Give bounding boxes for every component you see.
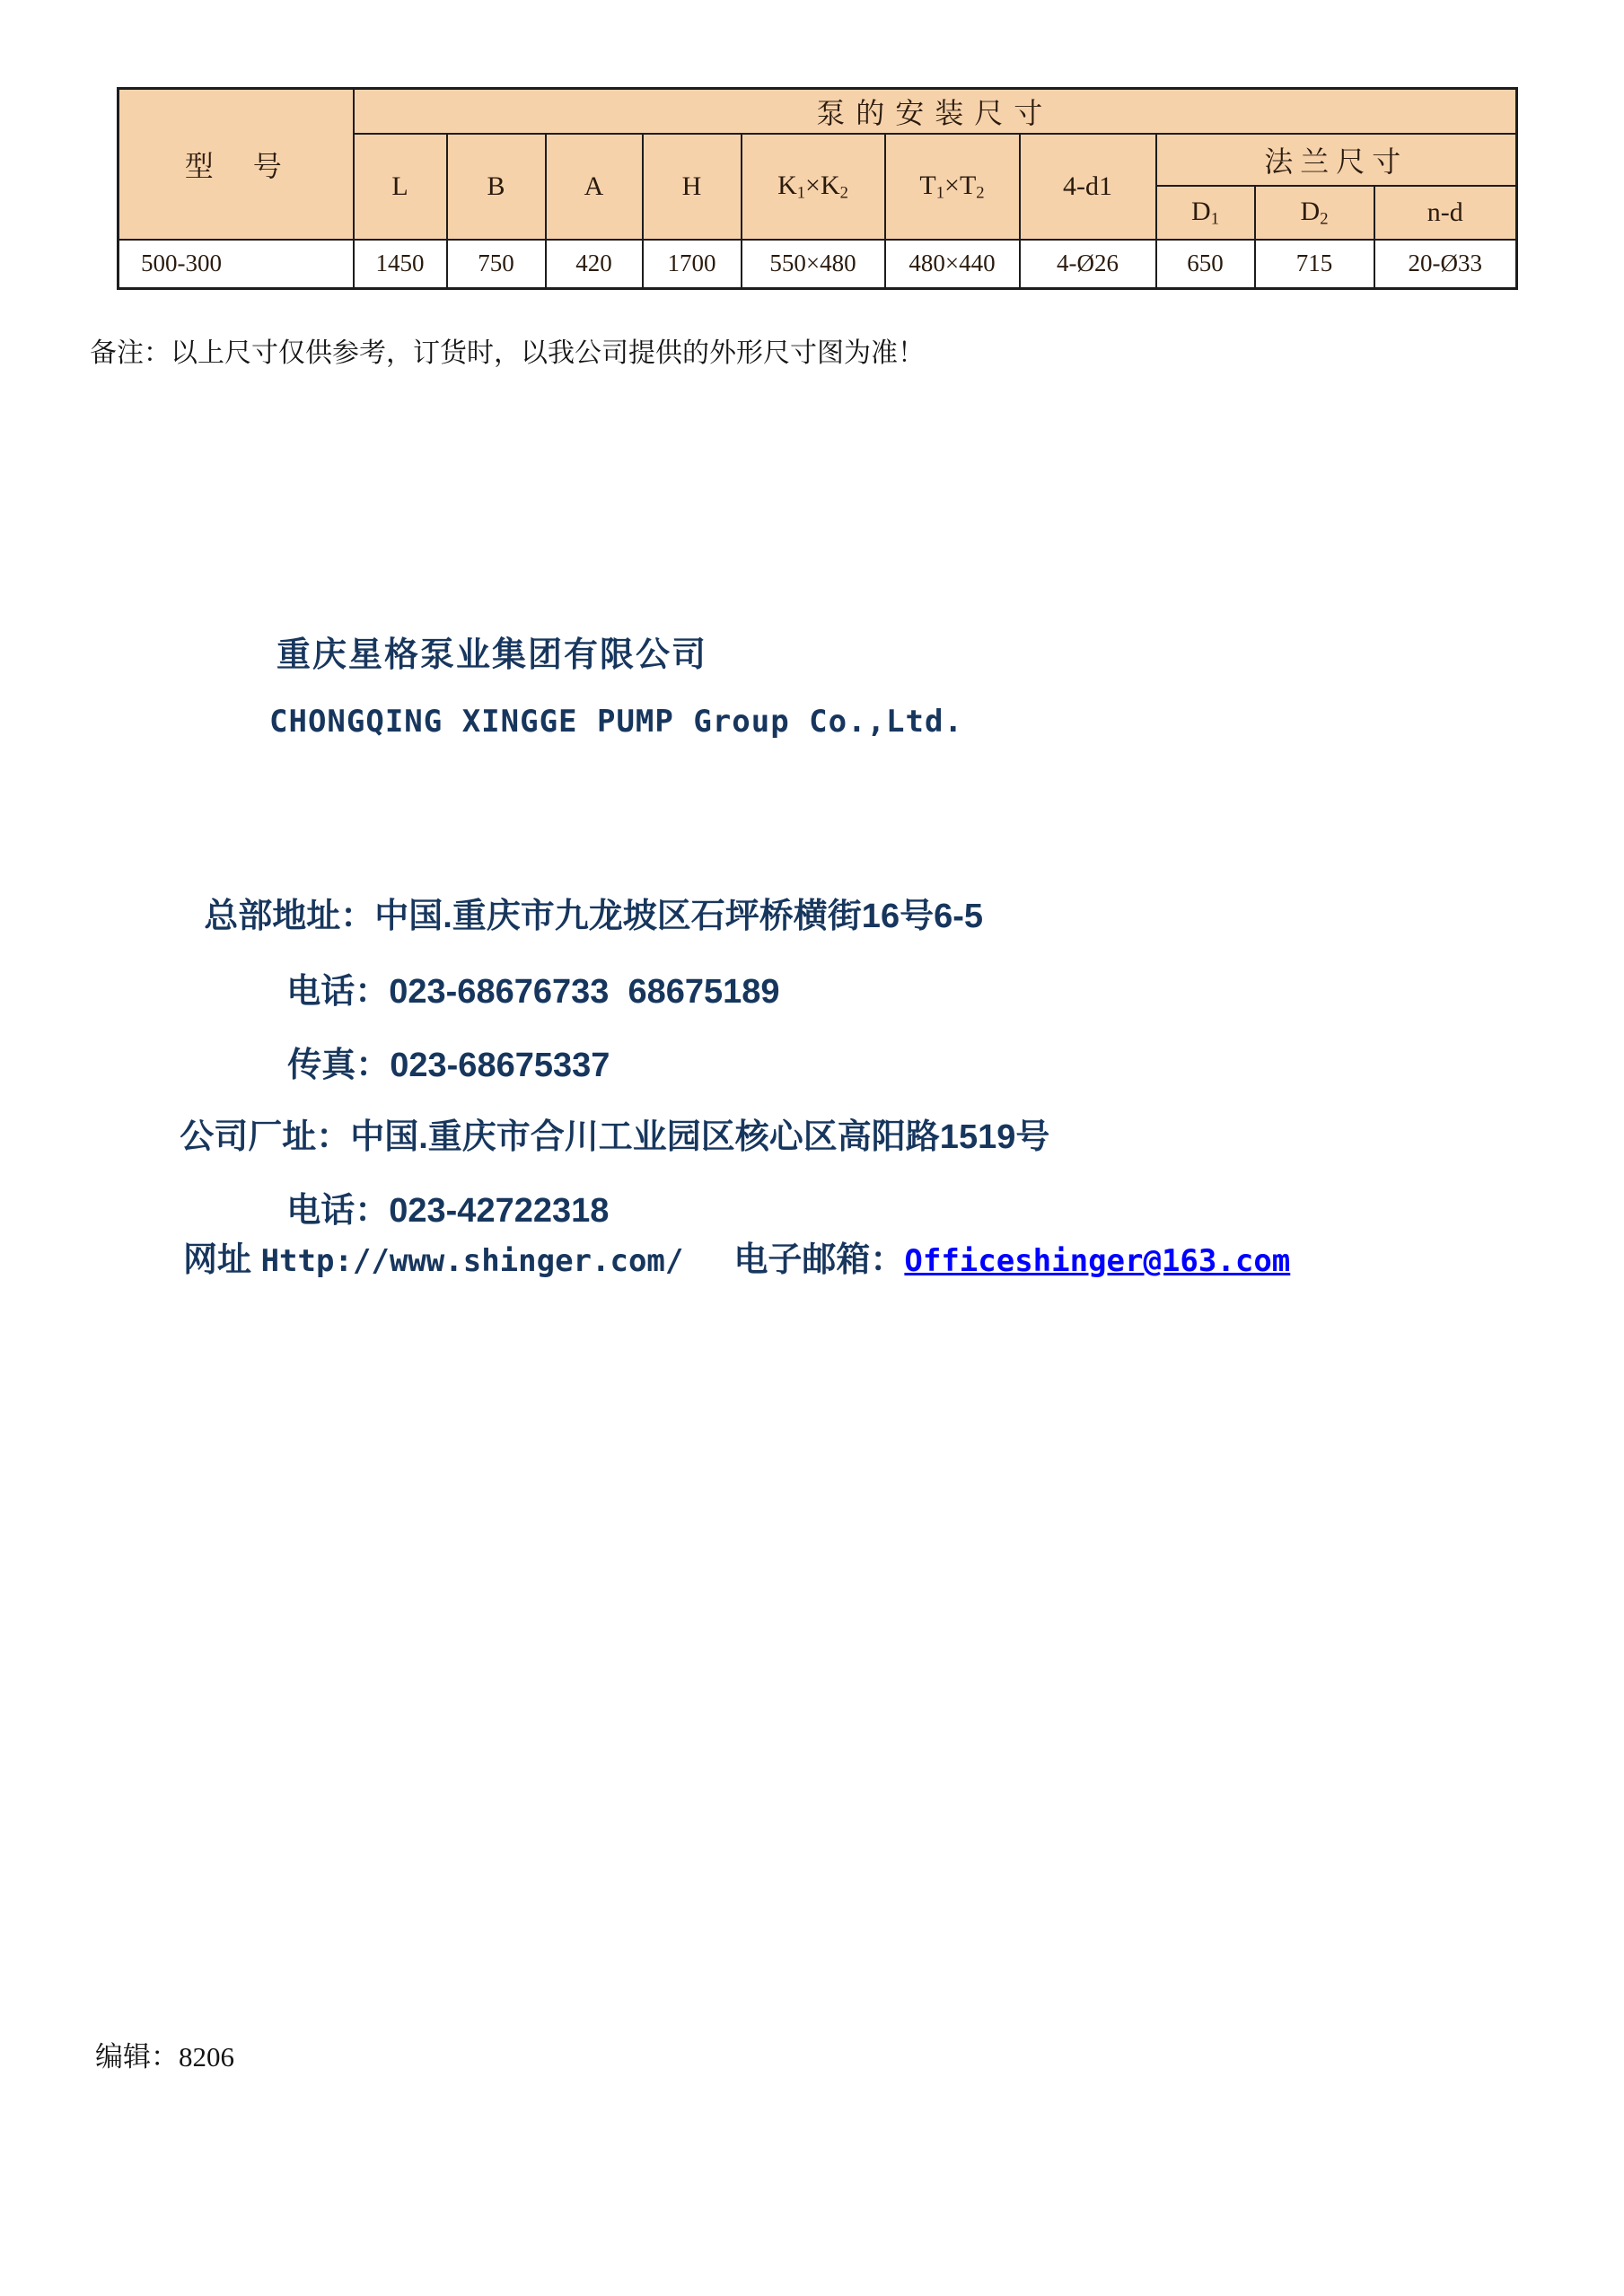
- fax-value: 023-68675337: [390, 1047, 610, 1084]
- d2-base: D: [1300, 196, 1321, 226]
- cell-t1xt2: 480×440: [885, 240, 1020, 288]
- k1-subscript: 1: [796, 183, 806, 203]
- cell-model: 500-300: [119, 240, 354, 288]
- pump-dimensions-table: [117, 87, 1518, 290]
- model-column-header: 型 号: [119, 89, 354, 241]
- web-email-line: [169, 1215, 1290, 1297]
- cell-l: 1450: [354, 240, 447, 288]
- remark-note: 备注：以上尺寸仅供参考，订货时，以我公司提供的外形尺寸图为准！: [90, 338, 925, 368]
- d1-subscript: 1: [1210, 209, 1219, 229]
- cell-b: 750: [447, 240, 546, 288]
- cell-4-d1: 4-Ø26: [1020, 240, 1156, 288]
- col-header-d1: [1156, 186, 1255, 240]
- cell-a: 420: [546, 240, 643, 288]
- factory-address-value: 中国.重庆市合川工业园区核心区高阳路1519号: [350, 1118, 1050, 1156]
- cell-d1: 650: [1156, 240, 1255, 288]
- col-header-a: A: [546, 134, 643, 240]
- email-label: 电子邮箱：: [733, 1241, 905, 1279]
- cell-h: 1700: [643, 240, 742, 288]
- col-header-h: H: [643, 134, 742, 240]
- hq-address-value: 中国.重庆市九龙坡区石坪桥横街16号6-5: [374, 898, 983, 935]
- col-header-n-d: n-d: [1374, 186, 1517, 240]
- col-header-4-d1: 4-d1: [1020, 134, 1156, 240]
- cell-n-d: 20-Ø33: [1374, 240, 1517, 288]
- website-url: Http://www.shinger.com/: [260, 1243, 684, 1279]
- factory-phone-label: 电话：: [286, 1192, 390, 1230]
- multiply-sign: ×: [805, 170, 821, 200]
- k2-base: K: [820, 170, 840, 200]
- fax-label: 传真：: [287, 1047, 391, 1084]
- cell-d2: 715: [1255, 240, 1374, 288]
- col-header-b: B: [447, 134, 546, 240]
- cell-k1xk2: 550×480: [742, 240, 885, 288]
- factory-phone-value: 023-42722318: [389, 1192, 610, 1230]
- k2-subscript: 2: [839, 183, 848, 203]
- col-header-d2: [1255, 186, 1374, 240]
- table-row: [119, 240, 1517, 288]
- hq-address-label: 总部地址：: [204, 898, 375, 935]
- company-name-cn: 重庆星格泵业集团有限公司: [277, 636, 708, 674]
- email-link[interactable]: Officeshinger@163.com: [904, 1243, 1291, 1279]
- multiply-sign: ×: [944, 170, 960, 200]
- website-label: 网址: [183, 1241, 261, 1279]
- col-header-t1xt2: [885, 134, 1020, 240]
- editor-number: 编辑：8206: [95, 2041, 234, 2073]
- col-header-k1xk2: [742, 134, 885, 240]
- hq-phone-label: 电话：: [286, 973, 390, 1011]
- t1-base: T: [919, 170, 936, 200]
- col-header-l: L: [354, 134, 447, 240]
- factory-address-label: 公司厂址：: [180, 1118, 351, 1156]
- k1-base: K: [777, 170, 797, 200]
- company-name-en: CHONGQING XINGGE PUMP Group Co.,Ltd.: [269, 704, 963, 740]
- d1-base: D: [1191, 196, 1211, 226]
- t1-subscript: 1: [935, 183, 945, 203]
- table-title-install-dims: 泵的安装尺寸: [354, 89, 1517, 135]
- flange-dims-header: 法兰尺寸: [1156, 134, 1517, 186]
- t2-base: T: [959, 170, 977, 200]
- t2-subscript: 2: [976, 183, 985, 203]
- hq-phone-value: 023-68676733 68675189: [389, 973, 780, 1011]
- d2-subscript: 2: [1320, 209, 1329, 229]
